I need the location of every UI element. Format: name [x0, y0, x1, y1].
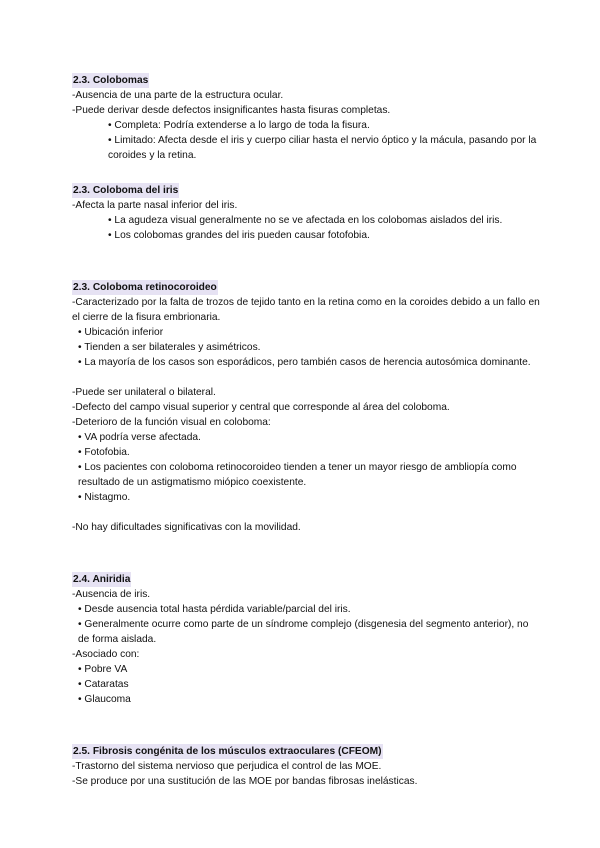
section-heading: 2.3. Coloboma retinocoroideo — [73, 282, 217, 293]
bullet-item: • Nistagmo. — [78, 492, 131, 503]
bullet-item: • Fotofobia. — [78, 447, 130, 458]
bullet-item: • La agudeza visual generalmente no se ve afectada en los colobomas aislados del iris. — [108, 215, 503, 226]
text-line: -Se produce por una sustitución de las MOE por bandas fibrosas inelásticas. — [72, 776, 418, 787]
bullet-item: • Cataratas — [78, 679, 129, 690]
text-line: -Deterioro de la función visual en coloboma: — [72, 417, 271, 428]
section — [72, 180, 542, 243]
text-line: -Puede ser unilateral o bilateral. — [72, 387, 216, 398]
bullet-item: • Limitado: Afecta desde el iris y cuerpo ciliar hasta el nervio óptico y la mácula, pasando por la coroides y la retina. — [108, 135, 537, 161]
text-line: -Ausencia de iris. — [72, 589, 151, 600]
section-heading: 2.5. Fibrosis congénita de los músculos extraoculares (CFEOM) — [73, 746, 382, 757]
bullet-item: • Pobre VA — [78, 664, 128, 675]
bullet-item: • Los pacientes con coloboma retinocoroideo tienden a tener un mayor riesgo de ambliopía como resultado de un astigmatismo miópico coexistente. — [78, 462, 517, 488]
text-line: -Caracterizado por la falta de trozos de tejido tanto en la retina como en la coroides debido a un fallo en el cierre de la fisura embrionaria. — [72, 297, 540, 323]
text-line: -Defecto del campo visual superior y central que corresponde al área del coloboma. — [72, 402, 450, 413]
section-heading: 2.3. Colobomas — [73, 75, 149, 86]
bullet-item: • Tienden a ser bilaterales y asimétricos. — [78, 342, 261, 353]
blank-line — [72, 370, 542, 385]
section-heading: 2.3. Coloboma del iris — [73, 185, 179, 196]
bullet-item: • Desde ausencia total hasta pérdida variable/parcial del iris. — [78, 604, 351, 615]
bullet-item: • La mayoría de los casos son esporádicos, pero también casos de herencia autosómica dominante. — [78, 357, 531, 368]
section — [72, 741, 542, 789]
text-line: -Trastorno del sistema nervioso que perjudica el control de las MOE. — [72, 761, 382, 772]
text-line: -Asociado con: — [72, 649, 140, 660]
section — [72, 569, 542, 707]
section — [72, 70, 542, 163]
bullet-item: • Los colobomas grandes del iris pueden causar fotofobia. — [108, 230, 370, 241]
blank-line — [72, 505, 542, 520]
text-line: -Afecta la parte nasal inferior del iris. — [72, 200, 238, 211]
bullet-item: • VA podría verse afectada. — [78, 432, 201, 443]
section — [72, 277, 542, 535]
bullet-item: • Ubicación inferior — [78, 327, 164, 338]
bullet-item: • Glaucoma — [78, 694, 131, 705]
text-line: -No hay dificultades significativas con la movilidad. — [72, 522, 301, 533]
text-line: -Puede derivar desde defectos insignificantes hasta fisuras completas. — [72, 105, 391, 116]
text-line: -Ausencia de una parte de la estructura ocular. — [72, 90, 284, 101]
document-page — [72, 70, 542, 789]
section-heading: 2.4. Aniridia — [73, 574, 131, 585]
bullet-item: • Completa: Podría extenderse a lo largo de toda la fisura. — [108, 120, 370, 131]
bullet-item: • Generalmente ocurre como parte de un síndrome complejo (disgenesia del segmento anterior), no de forma aislada. — [78, 619, 529, 645]
